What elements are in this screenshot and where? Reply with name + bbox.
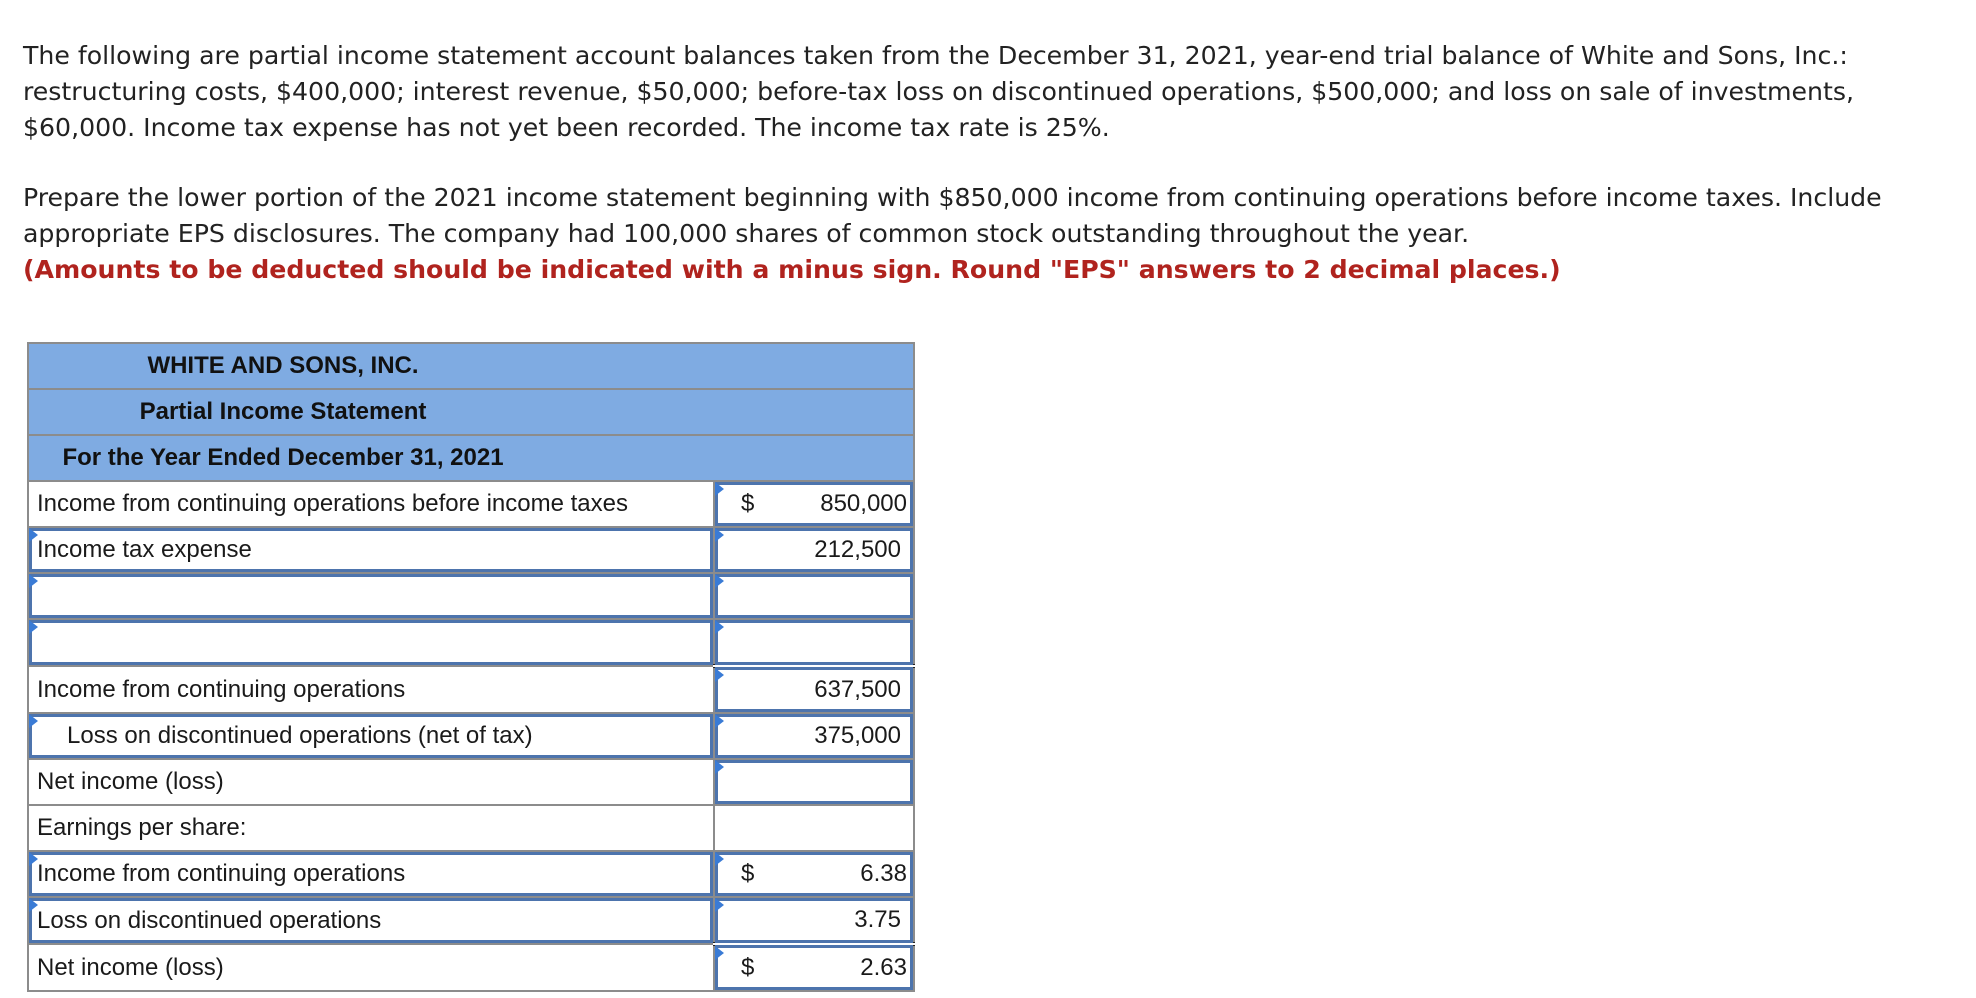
amount-input[interactable] — [714, 713, 914, 759]
table-row — [28, 527, 914, 573]
table-row — [28, 759, 914, 805]
row-label: Income from continuing operations — [28, 666, 714, 713]
company-name-header: WHITE AND SONS, INC. — [28, 343, 914, 389]
amount-input[interactable] — [714, 759, 914, 805]
table-row — [28, 805, 914, 851]
problem-paragraph-2-text: Prepare the lower portion of the 2021 income statement beginning with $850,000 income from continuing operations before income taxes. Include appropriate EPS disclosures. The company had 100,000 shares of common stock outstanding throughout the year. — [23, 183, 1882, 248]
table-row — [28, 897, 914, 944]
row-label: Net income (loss) — [28, 944, 714, 991]
dollar-sign: $ — [741, 954, 755, 981]
dollar-sign: $ — [741, 490, 755, 517]
amount-input[interactable] — [714, 897, 914, 944]
problem-paragraph-1: The following are partial income statement account balances taken from the December 31, 2021, year-end trial balance of White and Sons, Inc.: restructuring costs, $400,000; interest revenue, $50,000; before-tax loss on discontinued operations, $500,000; and loss on sale of investments, $60,000. Income tax expense has not yet been recorded. The income tax rate is 25%. — [23, 41, 1855, 142]
amount-value: 3.75 — [854, 906, 901, 933]
amount-input[interactable] — [714, 666, 914, 713]
amount-value: 637,500 — [814, 676, 901, 703]
label-select[interactable]: Income from continuing operations — [28, 851, 714, 897]
row-label: Earnings per share: — [28, 805, 714, 851]
amount-value: 6.38 — [860, 860, 907, 887]
table-row — [28, 666, 914, 713]
amount-value: 212,500 — [814, 536, 901, 563]
amount-input[interactable] — [714, 944, 914, 991]
table-row — [28, 619, 914, 666]
amount-value: 850,000 — [820, 490, 907, 517]
income-statement-table — [27, 342, 915, 992]
problem-paragraph-2 — [23, 180, 1923, 288]
table-row — [28, 713, 914, 759]
table-row — [28, 851, 914, 897]
label-select[interactable] — [28, 573, 714, 619]
row-label: Income from continuing operations before income taxes — [28, 481, 714, 527]
table-row — [28, 944, 914, 991]
statement-title-header: Partial Income Statement — [28, 389, 914, 435]
amount-input[interactable] — [714, 481, 914, 527]
problem-text — [23, 38, 1923, 288]
amount-value: 2.63 — [860, 954, 907, 981]
label-select[interactable]: Loss on discontinued operations — [28, 897, 714, 944]
amount-input[interactable] — [714, 619, 914, 666]
label-select[interactable]: Loss on discontinued operations (net of tax) — [28, 713, 714, 759]
label-select[interactable] — [28, 619, 714, 666]
label-select[interactable]: Income tax expense — [28, 527, 714, 573]
empty-cell — [714, 805, 914, 851]
amount-input[interactable] — [714, 851, 914, 897]
amount-input[interactable] — [714, 527, 914, 573]
statement-period-header: For the Year Ended December 31, 2021 — [28, 435, 914, 481]
dollar-sign: $ — [741, 860, 755, 887]
table-row — [28, 573, 914, 619]
table-row — [28, 481, 914, 527]
amount-value: 375,000 — [814, 722, 901, 749]
instruction-text: (Amounts to be deducted should be indicated with a minus sign. Round "EPS" answers to 2 decimal places.) — [23, 255, 1561, 284]
row-label: Net income (loss) — [28, 759, 714, 805]
amount-input[interactable] — [714, 573, 914, 619]
